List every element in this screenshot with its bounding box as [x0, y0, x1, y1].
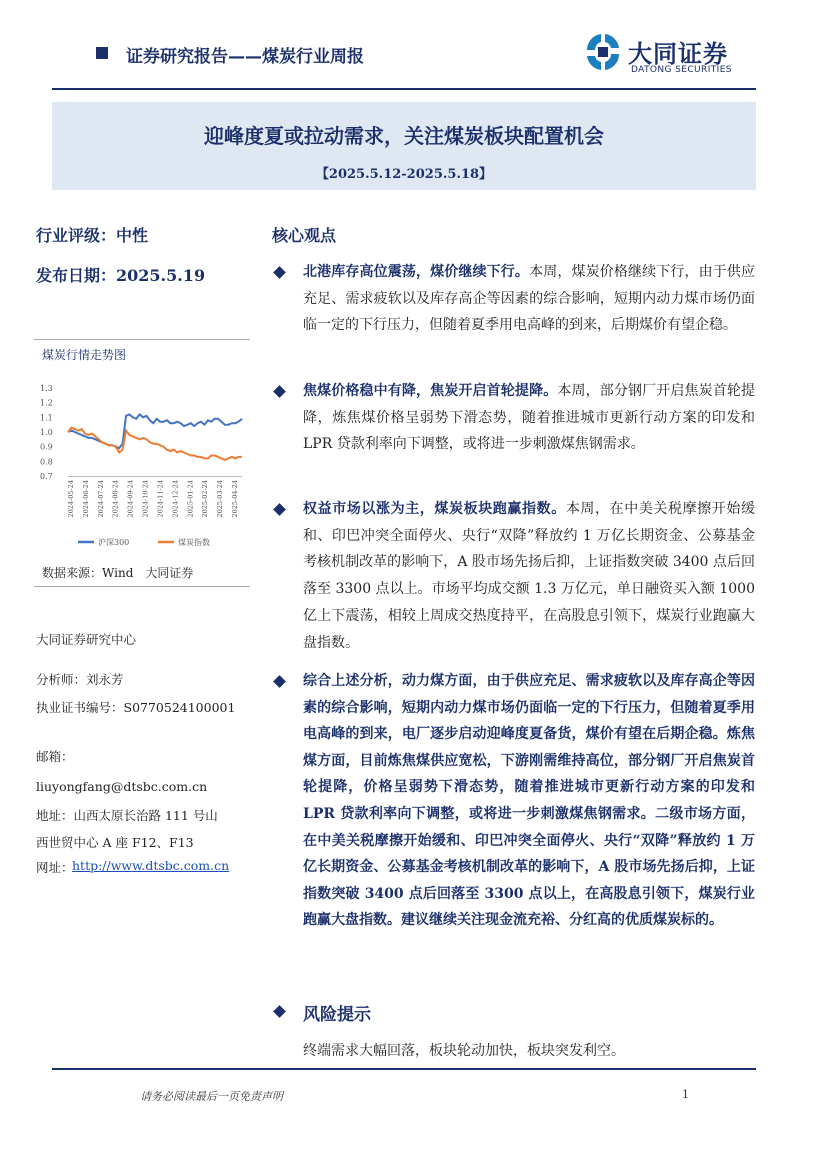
x-tick-label: 2025-03-24 — [216, 480, 225, 518]
core-point-3-body: 本周，在中美关税摩擦开始缓和、印巴冲突全面停火、央行“双降”释放约 1 万亿长期资金、公募基金考核机制改革的影响下，A 股市场先扬后抑，上证指数突破 3400 点后回落至 3300 点以上。市场平均成交额 1.3 万亿元，单日融资买入额 1000 亿上下震荡，相较上周成交热度持平，在高股息引领下，煤炭行业跑赢大盘指数。 — [303, 501, 756, 651]
core-point-2-lead: 焦煤价格稳中有降，焦炭开启首轮提降。 — [303, 383, 558, 399]
diamond-bullet-icon — [273, 266, 286, 279]
diamond-bullet-icon — [273, 1005, 286, 1018]
legend-label: 煤炭指数 — [178, 538, 210, 547]
risk-title: 风险提示 — [303, 1005, 371, 1025]
x-tick-label: 2024-08-24 — [111, 480, 120, 518]
diamond-bullet-icon — [273, 503, 286, 516]
analyst-name: 分析师：刘永芳 — [36, 672, 124, 687]
core-point-3 — [303, 496, 755, 656]
y-tick-label: 0.8 — [40, 457, 53, 467]
chart-title: 煤炭行情走势图 — [42, 348, 127, 362]
x-tick-label: 2024-12-24 — [171, 480, 180, 518]
chart-source: 数据来源：Wind 大同证券 — [42, 566, 194, 580]
address-line-1: 地址：山西太原长治路 111 号山 — [36, 808, 218, 823]
y-tick-label: 1.3 — [40, 384, 53, 393]
industry-rating: 行业评级：中性 — [36, 226, 149, 245]
website-label: 网址： — [36, 860, 74, 875]
x-tick-label: 2025-01-24 — [186, 480, 195, 518]
x-tick-label: 2024-10-24 — [141, 480, 150, 518]
core-point-1-lead: 北港库存高位震荡，煤价继续下行。 — [303, 264, 530, 280]
core-point-1-body: 本周，煤炭价格继续下行，由于供应充足、需求疲软以及库存高企等因素的综合影响，短期内动力煤市场仍面临一定的下行压力，但随着夏季用电高峰的到来，后期煤价有望企稳。 — [303, 264, 756, 334]
y-tick-label: 1.0 — [40, 428, 53, 437]
footer-divider — [52, 1068, 756, 1070]
core-point-3-lead: 权益市场以涨为主，煤炭板块跑赢指数。 — [303, 501, 566, 517]
y-tick-label: 1.1 — [40, 413, 53, 423]
website-link[interactable]: http://www.dtsbc.com.cn — [72, 858, 230, 873]
logo-text-en: DATONG SECURITIES — [631, 65, 732, 75]
report-category-title: 证券研究报告——煤炭行业周报 — [126, 47, 364, 67]
email-address: liuyongfang@dtsbc.com.cn — [36, 779, 208, 794]
page-number: 1 — [682, 1088, 689, 1101]
y-tick-label: 0.9 — [40, 442, 53, 452]
core-point-2-body: 本周，部分钢厂开启焦炭首轮提降，炼焦煤价格呈弱势下滑态势，随着推进城市更新行动方案的印发和 LPR 贷款利率向下调整，或将进一步刺激煤焦钢需求。 — [303, 383, 756, 453]
x-tick-label: 2025-04-24 — [231, 480, 239, 518]
report-date-range: 【2025.5.12-2025.5.18】 — [315, 167, 493, 182]
publish-date: 发布日期：2025.5.19 — [36, 266, 206, 285]
x-tick-label: 2025-02-24 — [201, 480, 210, 518]
core-point-2 — [303, 378, 755, 458]
logo-text-cn: 大同证券 — [628, 40, 728, 68]
risk-text: 终端需求大幅回落，板块轮动加快，板块突发利空。 — [303, 1043, 625, 1059]
research-center: 大同证券研究中心 — [36, 632, 137, 647]
diamond-bullet-icon — [273, 385, 286, 398]
legend-label: 沪深300 — [98, 538, 130, 547]
x-tick-label: 2024-11-24 — [156, 480, 165, 518]
x-tick-label: 2024-09-24 — [126, 480, 135, 518]
x-tick-label: 2024-05-24 — [67, 480, 75, 518]
address-line-2: 西世贸中心 A 座 F12、F13 — [36, 835, 194, 850]
core-point-summary: 综合上述分析，动力煤方面，由于供应充足、需求疲软以及库存高企等因素的综合影响，短期内动力煤市场仍面临一定的下行压力，但随着夏季用电高峰的到来，电厂逐步启动迎峰度夏备货，煤价有望在后期企稳。炼焦煤方面，目前炼焦煤供应宽松，下游刚需维持高位，部分钢厂开启焦炭首轮提降，价格呈弱势下滑态势，随着推进城市更新行动方案的印发和 LPR 贷款利率向下调整，或将进一步刺激煤焦钢需求。二级市场方面，在中美关税摩擦开始缓和、印巴冲突全面停火、央行“双降”释放约 1 万亿长期资金、公募基金考核机制改革的影响下，A 股市场先扬后抑，上证指数突破 3400 点后回落至 3300 点以上，在高股息引领下，煤炭行业跑赢大盘指数。建议继续关注现金流充裕、分红高的优质煤炭标的。 — [303, 673, 755, 929]
disclaimer-note: 请务必阅读最后一页免责声明 — [140, 1090, 283, 1103]
coal-trend-chart — [36, 378, 248, 554]
header-divider — [52, 88, 756, 90]
report-title: 迎峰度夏或拉动需求，关注煤炭板块配置机会 — [204, 124, 604, 148]
core-point-1 — [303, 259, 755, 339]
certificate-number: 执业证书编号：S0770524100001 — [36, 700, 236, 715]
series-line-coal-index — [68, 428, 242, 460]
y-tick-label: 1.2 — [40, 398, 53, 408]
x-tick-label: 2024-07-24 — [96, 480, 105, 518]
core-views-title: 核心观点 — [272, 226, 337, 245]
diamond-bullet-icon — [273, 675, 286, 688]
header-square-icon — [96, 47, 108, 59]
x-tick-label: 2024-06-24 — [81, 480, 90, 518]
y-tick-label: 0.7 — [40, 472, 53, 481]
email-label: 邮箱： — [36, 749, 74, 764]
